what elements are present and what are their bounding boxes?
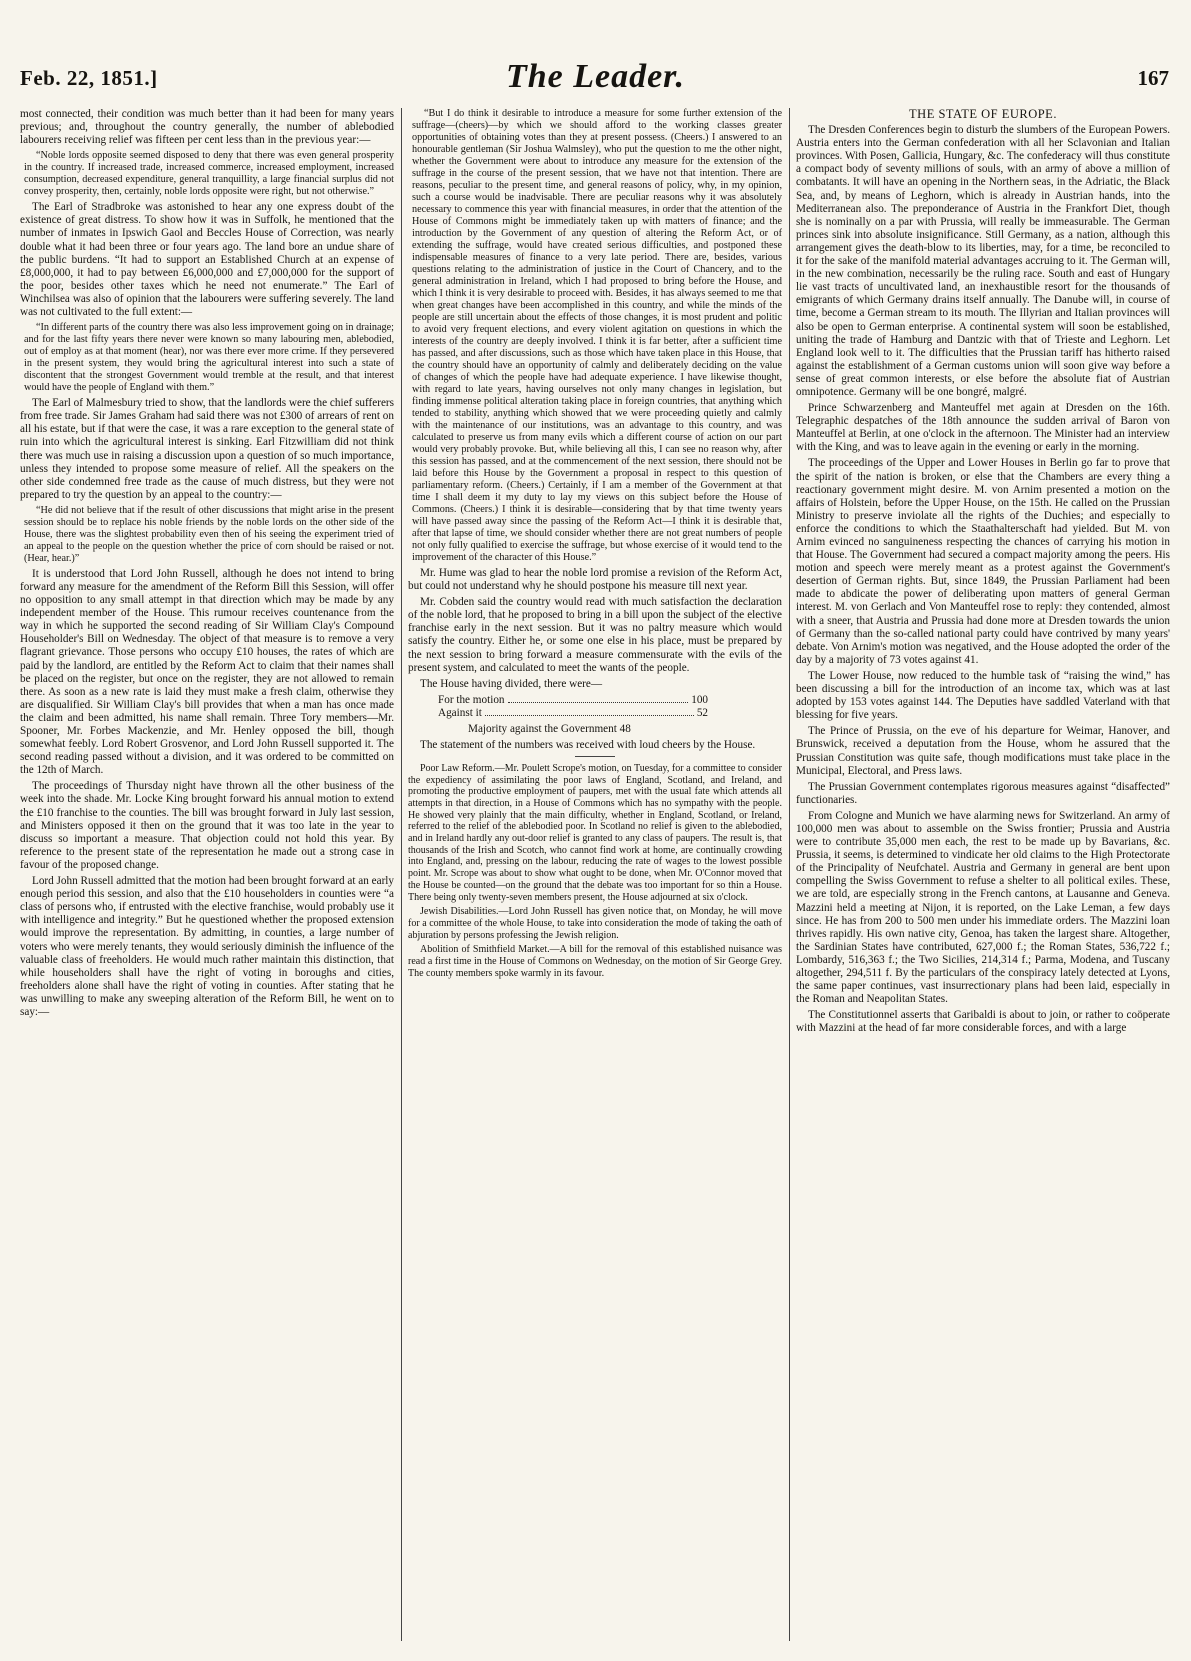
paragraph: The Earl of Stradbroke was astonished to hear any one express doubt of the existence of great distress. To show how it was in Suffolk, he mentioned that the number of inmates in Ipswich Gaol and Beccles House of Correction, was nearly double what it had been three or four years ago. The land bore an undue share of the public burdens. “It had to support an Established Church at an expense of £8,000,000, it had to pay between £6,000,000 and £7,000,000 for the support of the poor, besides other taxes which he need not enumerate.” The Earl of Winchilsea was also of opinion that the labourers were suffering severely. The land was not cultivated to the full extent:— — [20, 201, 394, 319]
vote-row-against — [438, 707, 708, 720]
paragraph: Mr. Cobden said the country would read with much satisfaction the declaration of the noble lord, that he proposed to bring in a bill upon the subject of the elective franchise early in the next session. But it was no paltry measure which would satisfy the country. Either he, or some one else in his place, must be prepared by the next session to bring forward a measure commensurate with the evils of the present system, and calculated to meet the wants of the people. — [408, 596, 782, 674]
vote-row-for — [438, 694, 708, 707]
paragraph: Mr. Hume was glad to hear the noble lord promise a revision of the Reform Act, but could not understand why he should postpone his measure till next year. — [408, 567, 782, 593]
paragraph: The Earl of Malmesbury tried to show, that the landlords were the chief sufferers from free trade. Sir James Graham had said there was not £300 of arrears of rent on all his estate, but if that were the case, it was a rare exception to the general state of ruin into which the agricultural interest is sinking. Earl Fitzwilliam did not think there was much use in raising a discussion upon a question of so much importance, unless they intended to propose some measure of relief. All the speakers on the other side condemned free trade as the cause of much distress, but they were not prepared to try the question by an appeal to the country:— — [20, 397, 394, 501]
column-3 — [796, 108, 1170, 1641]
paragraph: It is understood that Lord John Russell, although he does not intend to bring forward any measure for the amendment of the Reform Bill this Session, will offer no opposition to any small attempt in that direction which may be made by any independent member of the House. This rumour receives countenance from the way in which he supported the second reading of Sir William Clay's Compound Householder's Bill on Wednesday. The object of that measure is to remove a very flagrant grievance. Those persons who occupy £10 houses, the rates of which are paid by the landlord, are entitled by the Reform Act to claim that their names shall be placed on the register, but once on the register, they are not allowed to remain there. As soon as a new rate is laid they must make a fresh claim, otherwise they are disqualified. Sir William Clay's bill provides that when a man has once made the claim and been admitted, his name shall remain. Three Tory members—Mr. Spooner, Mr. Forbes Mackenzie, and Mr. Henley opposed the bill, though somewhat feebly. Lord Robert Grosvenor, and Lord John Russell supported it. The second reading passed without a division, and it was ordered to be committed on the 12th of March. — [20, 567, 394, 777]
paragraph: The House having divided, there were— — [420, 677, 603, 690]
section-divider — [575, 756, 615, 757]
vote-majority: Majority against the Government 48 — [468, 722, 631, 735]
quotation: “In different parts of the country there was also less improvement going on in drainage; and for the last fifty years there never were known so many labouring men, ablebodied, out of employ as at that moment (hear), nor was there ever more crime. If they persevered in the present system, they would bring the agricultural interest into such a state of discontent that the strongest Government would tremble at the result, and that interest would have the people of England with them.” — [24, 322, 394, 394]
news-item: Abolition of Smithfield Market.—A bill for the removal of this established nuisance was read a first time in the House of Commons on Wednesday, on the motion of Sir George Grey. The county members spoke warmly in its favour. — [408, 944, 782, 979]
news-item: Poor Law Reform.—Mr. Poulett Scrope's motion, on Tuesday, for a committee to consider the expediency of assimilating the poor laws of England, Scotland, and Ireland, and promoting the productive employment of paupers, met with the usual fate which attends all attempts in that direction, in a House of Commons which has no sympathy with the people. He showed very plainly that the main difficulty, whether in England, Scotland, or Ireland, referred to the relief of the ablebodied poor. In Scotland no relief is given to the ablebodied, and in Ireland hardly any out-door relief is granted to any class of paupers. The result is, that thousands of the Irish and Scotch, who cannot find work at home, are continually crowding into England, and, pressing on the labour, reducing the rate of wages to the lowest possible point. Mr. Scrope was about to show what ought to be done, when Mr. O'Connor moved that the House be counted—on the ground that the debate was too important for so thin a House. There being only twenty-seven members present, the House adjourned at six o'clock. — [408, 762, 782, 903]
page-number: 167 — [1137, 66, 1169, 90]
column-2 — [408, 108, 782, 1641]
vote-label: Against it — [438, 706, 482, 719]
paragraph: The proceedings of the Upper and Lower Houses in Berlin go far to prove that the spirit of the nation is broken, or else that the Chambers are every thing a reactionary government might desire. M. von Arnim presented a motion on the affairs of Holstein, before the Upper House, on the 15th. He called on the Prussian Ministry to preserve inviolate all the rights of the Duchies; and especially to enforce the conditions to which the Staathalterschaft had yielded. But M. von Arnim evinced no sanguineness respecting the chances of carrying his motion in that House. The Government had secured a compact majority among the peers. His motion and speech were merely meant as a protest against the Government's desertion of German rights. But, since 1849, the Prussian Parliament had been made to abdicate the power of deliberating upon matters of general German interest. M. von Gerlach and Von Manteuffel rose to reply: they contended, almost with a sneer, that Austria and Prussia had done more at Dresden towards the union of Germany than the so-called national party could have contrived by many years' debate. Von Arnim's motion was negatived, and the House adopted the order of the day by a majority of 73 votes against 41. — [796, 457, 1170, 666]
column-rule — [789, 108, 790, 1641]
paragraph: From Cologne and Munich we have alarming news for Switzerland. An army of 100,000 men was about to assemble on the Swiss frontier; Prussia and Austria were to contribute 35,000 men each, the rest to be made up by Bavarians, &c. Prussia, it seems, is determined to vindicate her old claims to the High Protectorate of the Principality of Neufchatel. Austria and Germany in general are bent upon compelling the Swiss Government to refuse a shelter to all political exiles. These, we are told, are especially strong in the French cantons, at Lausanne and Geneva. Mazzini held a meeting at Nijon, it is reported, on the Lake Leman, a few days since. He has from 200 to 500 men under his immediate orders. The Mazzini loan thrives rapidly. His own native city, Genoa, has taken the largest share. Altogether, the Sardinian States have contributed, 627,000 f.; the Roman States, 536,722 f.; Lombardy, 516,363 f.; the Two Sicilies, 214,314 f.; Parma, Modena, and Tuscany altogether, 294,511 f. By the particulars of the conspiracy lately detected at Lyons, the same paper continues, vast insurrectionary plans had been laid, especially in the Roman and Neapolitan States. — [796, 809, 1170, 1006]
column-rule — [401, 108, 402, 1641]
vote-count: 100 — [691, 693, 708, 706]
paragraph: Lord John Russell admitted that the motion had been brought forward at an early enough period this session, and also that the £10 householders in counties were “a class of persons who, if entrusted with the elective franchise, would probably use it with intelligence and integrity.” But he questioned whether the proposed extension would improve the representation. By admitting, in counties, a large number of voters who were merely tenants, they would seriously diminish the influence of the valuable class of freeholders. He would much rather maintain this distinction, that while householders shall have the right of voting in boroughs and cities, freeholders alone shall have the right of voting in counties. After stating that he was unwilling to make any sweeping alteration of the Reform Bill, he went on to say:— — [20, 875, 394, 1018]
leader-dots — [508, 694, 689, 703]
leader-dots — [485, 707, 694, 716]
quotation: “But I do think it desirable to introduce a measure for some further extension of the suffrage—(cheers)—by which we should afford to the working classes greater opportunities of obtaining votes than they at present possess. (Cheers.) I answered to an honourable gentleman (Sir Joshua Walmsley), who put the question to me the other night, whether the Government were about to introduce any measure for the extension of the suffrage in the course of the present session, that we have not that intention. There are reasons, peculiar to the present time, and general reasons of policy, why, in my opinion, such a course would be inadvisable. There are peculiar reasons why it was absolutely necessary to commence this year with financial measures, in order that the attention of the House of Commons might be immediately taken up with matters of finance; and the introduction by the Government of any question of altering the Reform Act, or of extending the suffrage, would have created serious difficulties, and postponed these indispensable measures of finance to a very late period. There are, besides, various questions relating to the administration of justice in the Court of Chancery, and to the general administration in Ireland, which I had proposed to bring before the House, and which I think it is very desirable to proceed with. Besides, it has always seemed to me that when great changes have been accomplished in this country, and while the minds of the people are still uncertain about the effects of those changes, it is most prudent and politic to avoid very frequent elections, and every violent agitation on questions in which the interests of the country are deeply involved. I think it is far better, after a sufficient time has passed, and after discussions, such as those which have taken place in this House, that the country should have an opportunity of calmly and deliberately deciding on the value of changes of which the people have had adequate experience. I have likewise thought, with regard to late years, having ourselves not only many changes in legislation, but finding immense political alteration taking place in foreign countries, that anything which tended to stability, anything which showed that we were proceeding quietly and calmly with the maintenance of our institutions, was an advantage to this country, and was calculated to preserve us from many evils which a different course of action on our part would very probably provoke. But, while believing all this, I can see no reason why, after this session has passed, and at the commencement of the next session, there should not be laid before this House by the Government a proposal in respect to this question of parliamentary reform. (Cheers.) Certainly, if I am a member of the Government at that time I shall deem it my duty to lay my views on this subject before the House of Commons. (Cheers.) I think it is desirable—considering that by that time twenty years will have passed away since the passing of the Reform Act—I think it is desirable that, after that lapse of time, we should consider whether there are not great numbers of people not only fully qualified to exercise the suffrage, but whose exercise of it would tend to the improvement of the character of this House.” — [412, 108, 782, 563]
vote-count: 52 — [696, 706, 708, 719]
news-item: Jewish Disabilities.—Lord John Russell has given notice that, on Monday, he will move for a committee of the whole House, to take into consideration the mode of taking the oath of abjuration by persons professing the Jewish religion. — [408, 906, 782, 941]
section-heading: THE STATE OF EUROPE. — [909, 108, 1057, 121]
quotation: “Noble lords opposite seemed disposed to deny that there was even general prosperity in the country. If increased trade, increased commerce, increased employment, increased consumption, decreased expenditure, general tranquillity, a large financial surplus did not convey prosperity, then, certainly, noble lords opposite were right, but not otherwise.” — [24, 150, 394, 198]
newspaper-title: The Leader. — [505, 58, 686, 95]
paragraph: The Lower House, now reduced to the humble task of “raising the wind,” has been discussing a bill for the introduction of an income tax, which was at last adopted by 153 votes against 144. The Deputies have saddled Vaterland with that blessing for five years. — [796, 669, 1170, 722]
paragraph: most connected, their condition was much better than it had been for many years previous; and, throughout the country generally, the number of ablebodied labourers receiving relief was fifteen per cent less than in the previous year:— — [20, 108, 394, 147]
masthead — [0, 0, 1191, 100]
paragraph: The Prussian Government contemplates rigorous measures against “disaffected” functionaries. — [796, 780, 1170, 806]
division-results — [408, 678, 782, 736]
paragraph: Prince Schwarzenberg and Manteuffel met again at Dresden on the 16th. Telegraphic despatches of the 18th announce the sudden arrival of Baron von Manteuffel at Berlin, at one o'clock in the afternoon. The Minister had an interview with the King, and was to leave again in the evening or early in the morning. — [796, 402, 1170, 454]
paragraph: The Dresden Conferences begin to disturb the slumbers of the European Powers. Austria enters into the German confederation with all her Sclavonian and Italian provinces. With Posen, Gallicia, Hungary, &c. The confederacy will thus constitute a compact body of seventy millions of souls, with an army of above a million of combatants. It will have an opening in the Northern seas, in the Adriatic, the Black Sea, and, by means of Leghorn, which is already in Austrian hands, into the Mediterranean also. The preponderance of Austria in the Frankfort Diet, though she is nominally on a par with Prussia, will really be immeasurable. The German princes sink into absolute insignificance. Still Germany, as a nation, although this arrangement gives the death-blow to its liberties, may, for a time, be reconciled to it for the sake of the manifold material advantages accruing to it. The German will, in the new combination, necessarily be the ruling race. South and east of Hungary lie vast tracts of uncultivated land, an inexhaustible resort for the thousands of emigrants of which Germany drains itself annually. The Danube will, in course of time, become a German stream to its mouth. The Illyrian and Italian provinces will also be open to German enterprise. A continental system will soon be established, uniting the trade of Hamburg and Dantzic with that of Trieste and Leghorn. Let England look well to it. The difficulties that the Prussian tariff has hitherto raised against the establishment of a German customs union will soon give way before a sense of great common interests, or else before the absolute fiat of Austrian omnipotence. Germany will be one bongré, malgré. — [796, 124, 1170, 398]
paragraph: The proceedings of Thursday night have thrown all the other business of the week into the shade. Mr. Locke King brought forward his annual motion to extend the £10 franchise to the counties. The bill was brought forward in July last session, and Ministers opposed it then on the ground that it was too late in the year to discuss so important a measure. That objection could not hold this year. By reference to the present state of the representation he made out a strong case in favour of the proposed change. — [20, 780, 394, 871]
paragraph: The statement of the numbers was received with loud cheers by the House. — [420, 738, 756, 751]
quotation: “He did not believe that if the result of other discussions that might arise in the present session should be to replace his noble friends by the noble lords on the other side of the House, there was the slightest probability even then of his seeing the experiment tried of an appeal to the people on the question whether the price of corn should be raised or not. (Hear, hear.)” — [24, 504, 394, 564]
paragraph: The Prince of Prussia, on the eve of his departure for Weimar, Hanover, and Brunswick, received a deputation from the House, whom he assured that the Prussian Constitution was quite safe, though modifications must take place in the Municipal, Electoral, and Press laws. — [796, 725, 1170, 777]
paragraph: The Constitutionnel asserts that Garibaldi is about to join, or rather to coöperate with Mazzini at the head of far more considerable forces, and with a large — [796, 1009, 1170, 1035]
issue-date: Feb. 22, 1851.] — [20, 66, 158, 90]
vote-label: For the motion — [438, 693, 505, 706]
column-1 — [20, 108, 394, 1641]
